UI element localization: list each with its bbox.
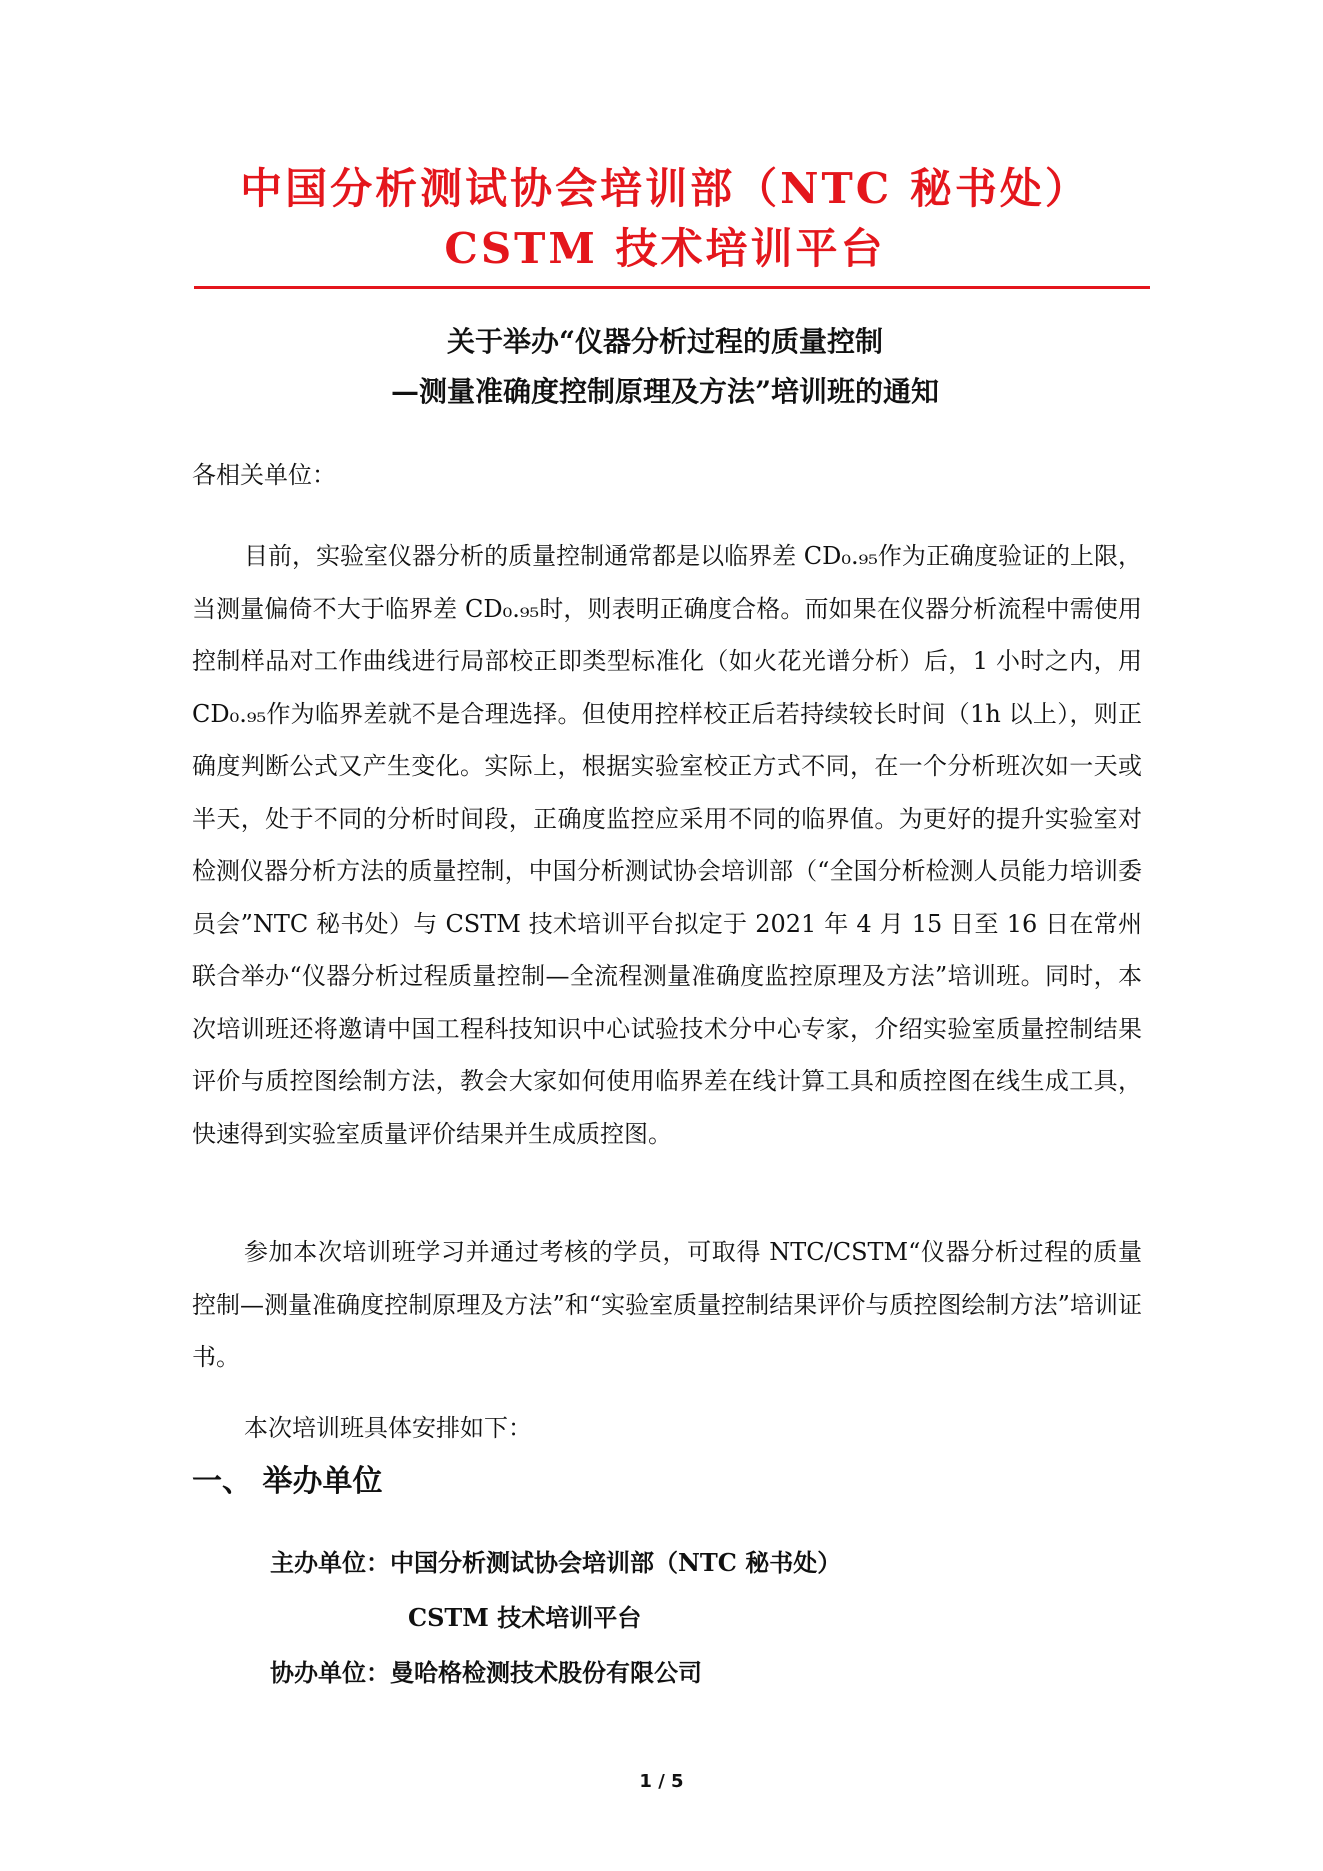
- section-heading-organizers: 一、 举办单位: [192, 1464, 383, 1499]
- notice-title-line-2: —测量准确度控制原理及方法”培训班的通知: [390, 375, 940, 408]
- header-divider: [194, 286, 1150, 289]
- page-number: 1 / 5: [639, 1771, 684, 1792]
- body-paragraph-3: 本次培训班具体安排如下：: [244, 1414, 532, 1442]
- notice-title-line-1: 关于举办“仪器分析过程的质量控制: [446, 325, 884, 358]
- salutation: 各相关单位：: [192, 461, 336, 489]
- header-org-title: 中国分析测试协会培训部（NTC 秘书处）: [240, 164, 1090, 213]
- co-organizer-line: 协办单位：曼哈格检测技术股份有限公司: [270, 1658, 702, 1687]
- body-paragraph-2: 参加本次培训班学习并通过考核的学员，可取得 NTC/CSTM“仪器分析过程的质量控制—测量准确度控制原理及方法”和“实验室质量控制结果评价与质控图绘制方法”培训证书。: [192, 1238, 1142, 1371]
- body-paragraph-1: 目前，实验室仪器分析的质量控制通常都是以临界差 CD₀.₉₅作为正确度验证的上限，当测量偏倚不大于临界差 CD₀.₉₅时，则表明正确度合格。而如果在仪器分析流程中需使用控制样品对工作曲线进行局部校正即类型标准化（如火花光谱分析）后，1 小时之内，用 CD₀.₉₅作为临界差就不是合理选择。但使用控样校正后若持续较长时间（1h 以上），则正确度判断公式又产生变化。实际上，根据实验室校正方式不同，在一个分析班次如一天或半天，处于不同的分析时间段，正确度监控应采用不同的临界值。为更好的提升实验室对检测仪器分析方法的质量控制，中国分析测试协会培训部（“全国分析检测人员能力培训委员会”NTC 秘书处）与 CSTM 技术培训平台拟定于 2021 年 4 月 15 日至 16 日在常州联合举办“仪器分析过程质量控制—全流程测量准确度监控原理及方法”培训班。同时，本次培训班还将邀请中国工程科技知识中心试验技术分中心专家，介绍实验室质量控制结果评价与质控图绘制方法，教会大家如何使用临界差在线计算工具和质控图在线生成工具，快速得到实验室质量评价结果并生成质控图。: [192, 542, 1142, 1148]
- host-organizer-line-2: CSTM 技术培训平台: [408, 1603, 642, 1632]
- header-platform-title: CSTM 技术培训平台: [444, 224, 886, 273]
- host-organizer-line: 主办单位：中国分析测试协会培训部（NTC 秘书处）: [270, 1548, 842, 1577]
